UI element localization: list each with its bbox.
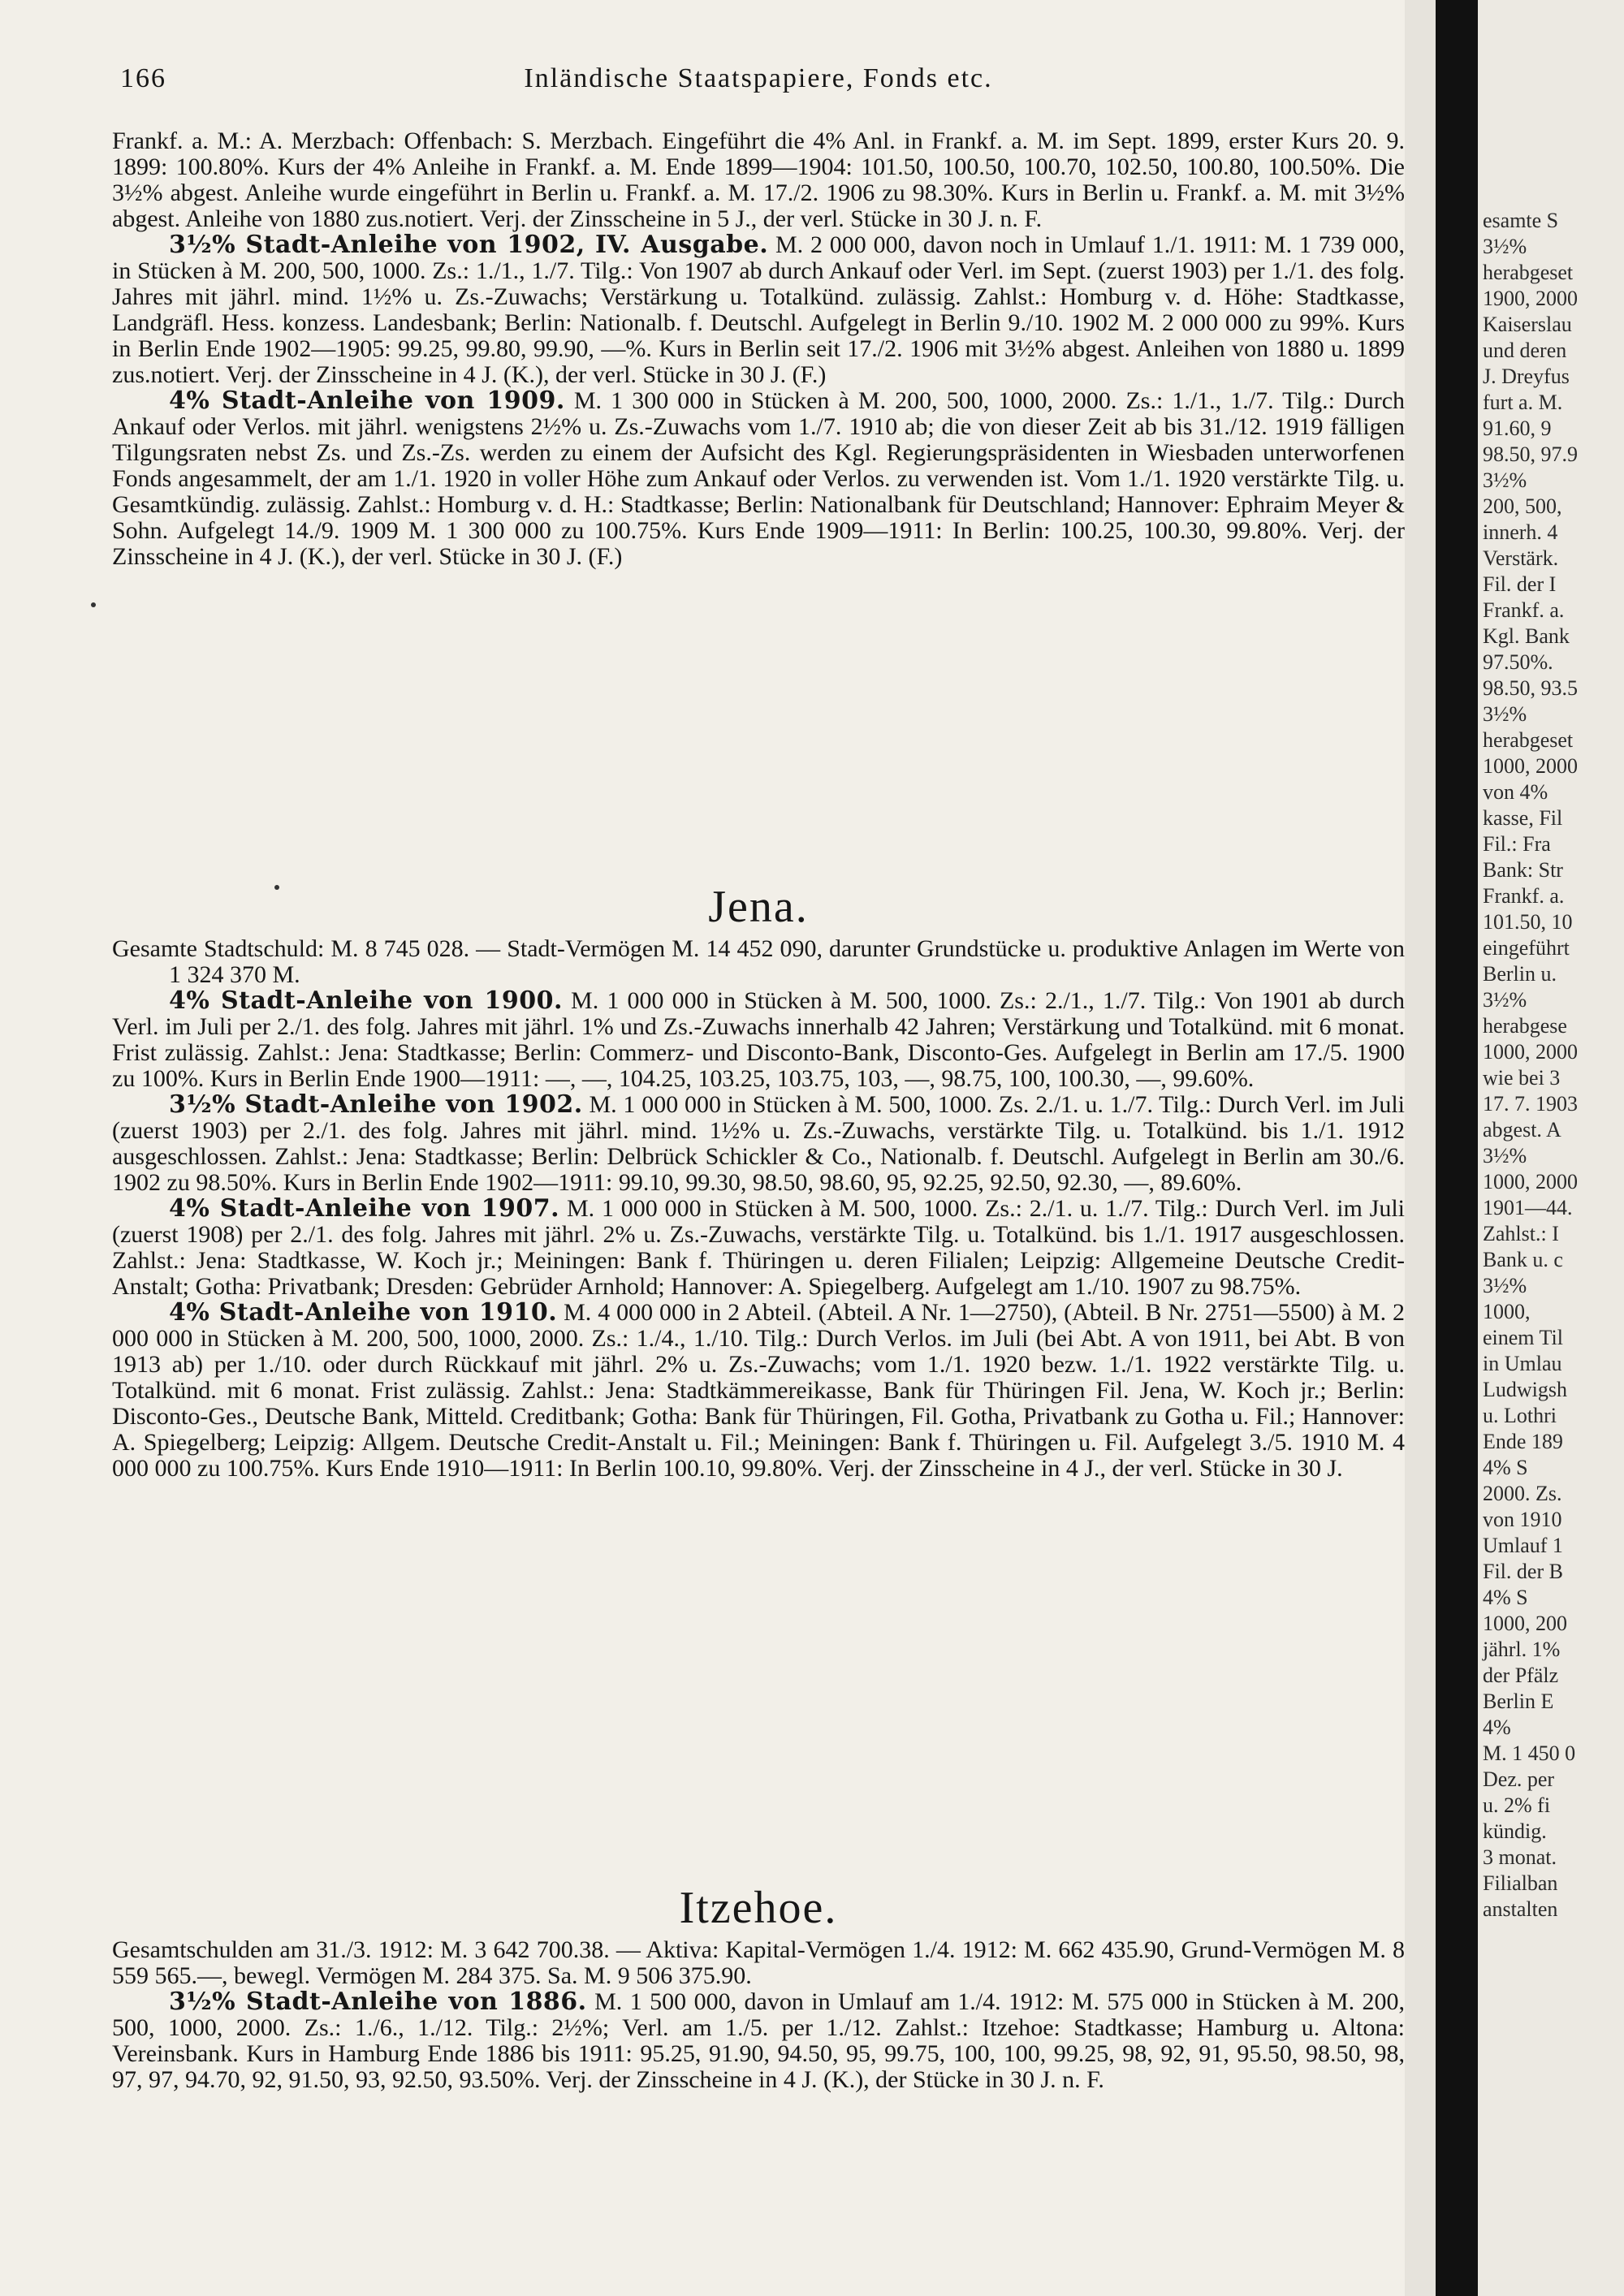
adjacent-page-fragment: Dez. per (1483, 1767, 1555, 1791)
adjacent-page-fragment: 3½% (1483, 1144, 1527, 1167)
adjacent-page-fragment: Umlauf 1 (1483, 1534, 1563, 1557)
intro-paragraph: Frankf. a. M.: A. Merzbach: Offenbach: S. Merzbach. Eingeführt die 4% Anl. in Frankf. a. M. im Sept. 1899, erster Kurs 20. 9. 1899: 100.80%. Kurs der 4% Anleihe in Frankf. a. M. Ende 1899—1904: 101.50, 100.50, 100.70, 102.50, 100.80, 100.50%. Die 3½% abgest. Anleihe wurde eingeführt in Berlin u. Frankf. a. M. 17./2. 1906 zu 98.30%. Kurs in Berlin u. Frankf. a. M. mit 3½% abgest. Anleihe von 1880 zus.notiert. Verj. der Zinsscheine in 5 J., der verl. Stücke in 30 J. n. F. (112, 127, 1405, 232)
city-heading-jena: Jena. (708, 882, 809, 932)
loan-title: 4% Stadt-Anleihe von 1909. (169, 386, 565, 415)
adjacent-page-fragment: Ende 189 (1483, 1430, 1563, 1453)
adjacent-page-fragment: anstalten (1483, 1897, 1558, 1921)
adjacent-page-fragment: 1000, 2000 (1483, 1170, 1578, 1193)
loan-title: 4% Stadt-Anleihe von 1910. (169, 1298, 558, 1327)
adjacent-page-fragment: Filialban (1483, 1871, 1558, 1895)
adjacent-page-fragment: innerh. 4 (1483, 520, 1558, 544)
loan-entry (112, 1300, 1405, 1482)
loan-title: 3½% Stadt-Anleihe von 1902, IV. Ausgabe. (169, 231, 769, 259)
homburg-block (112, 128, 1405, 570)
loan-entry (112, 1196, 1405, 1300)
itzehoe-section (112, 1882, 1405, 2093)
adjacent-page-fragment: 97.50%. (1483, 650, 1553, 674)
adjacent-page-fragment: Bank: Str (1483, 858, 1563, 882)
adjacent-page-fragment: von 1910 (1483, 1508, 1562, 1531)
loan-text: M. 4 000 000 in 2 Abteil. (Abteil. A Nr. 1—2750), (Abteil. B Nr. 2751—5500) à M. 2 000 000 in Stücken à M. 200, 500, 1000, 2000. Zs.: 1./4., 1./10. Tilg.: Durch Verlos. im Juli (bei Abt. A von 1911, bei Abt. B von 1913 ab) per 1./10. oder durch Rückkauf mit jährl. 2% u. Zs.-Zuwachs; vom 1./1. 1920 bezw. 1./1. 1922 verstärkte Tilg. u. Totalkünd. mit 6 monat. Frist zulässig. Zahlst.: Jena: Stadtkämmereikasse, Bank für Thüringen Fil. Jena, W. Koch jr.; Berlin: Disconto-Ges., Deutsche Bank, Mitteld. Creditbank; Gotha: Bank für Thüringen, Fil. Gotha, Privatbank zu Gotha u. Fil.; Hannover: A. Spiegelberg; Leipzig: Allgem. Deutsche Credit-Anstalt u. Fil.; Meiningen: Bank f. Thüringen u. Fil. Aufgelegt 3./5. 1910 M. 4 000 000 zu 100.75%. Kurs Ende 1910—1911: In Berlin 100.10, 99.80%. Verj. der Zinsscheine in 4 J., der verl. Stücke in 30 J. (112, 1299, 1405, 1482)
adjacent-page-fragment: 1900, 2000 (1483, 287, 1578, 310)
jena-section (112, 881, 1405, 1482)
adjacent-page-fragment: 1000, (1483, 1300, 1531, 1323)
adjacent-page-fragment: 3½% (1483, 988, 1527, 1012)
city-summary: Gesamte Stadtschuld: M. 8 745 028. — Stadt-Vermögen M. 14 452 090, darunter Grundstücke u. produktive Anlagen im Werte von 1 324 370 M. (112, 935, 1405, 988)
adjacent-page-fragment: 1000, 200 (1483, 1612, 1567, 1635)
adjacent-page-fragment: 3½% (1483, 702, 1527, 726)
adjacent-page-fragment: herabgeset (1483, 261, 1574, 284)
page-number: 166 (120, 63, 166, 93)
adjacent-page-fragment: 17. 7. 1903 (1483, 1092, 1578, 1116)
adjacent-page-fragment: 1901—44. (1483, 1196, 1573, 1219)
adjacent-page-fragment: eingeführt (1483, 936, 1570, 960)
city-summary: Gesamtschulden am 31./3. 1912: M. 3 642 700.38. — Aktiva: Kapital-Vermögen 1./4. 1912: M. 662 435.90, Grund-Vermögen M. 8 559 565.—, bewegl. Vermögen M. 284 375. Sa. M. 9 506 375.90. (112, 1936, 1405, 1989)
adjacent-page-fragment: einem Til (1483, 1326, 1563, 1349)
adjacent-page-fragment: Ludwigsh (1483, 1378, 1567, 1401)
adjacent-page-fragment: 91.60, 9 (1483, 416, 1552, 440)
adjacent-page-fragment: abgest. A (1483, 1118, 1561, 1142)
adjacent-page-fragment: Fil.: Fra (1483, 832, 1551, 856)
adjacent-page-fragment: in Umlau (1483, 1352, 1562, 1375)
print-speck (91, 602, 96, 607)
adjacent-page-fragment: 3½% (1483, 468, 1527, 492)
adjacent-page-fragment: herabgese (1483, 1014, 1567, 1038)
adjacent-page-fragment: Frankf. a. (1483, 598, 1565, 622)
adjacent-page-fragment: 98.50, 97.9 (1483, 442, 1578, 466)
adjacent-page-fragment: J. Dreyfus (1483, 365, 1570, 388)
gutter-shadow (1405, 0, 1436, 2296)
adjacent-page-fragment: der Pfälz (1483, 1664, 1559, 1687)
adjacent-page-fragment: jährl. 1% (1483, 1638, 1561, 1661)
city-heading-itzehoe: Itzehoe. (679, 1883, 838, 1933)
adjacent-page-fragment: Verstärk. (1483, 546, 1559, 570)
running-head (112, 63, 1405, 112)
adjacent-page-fragment: 3 monat. (1483, 1845, 1557, 1869)
adjacent-page-fragment: 3½% (1483, 235, 1527, 258)
adjacent-page-strip (1478, 0, 1624, 2296)
adjacent-page-fragment: 4% S (1483, 1586, 1528, 1609)
loan-title: 4% Stadt-Anleihe von 1900. (169, 986, 563, 1015)
loan-title: 4% Stadt-Anleihe von 1907. (169, 1194, 560, 1223)
loan-text: M. 1 000 000 in Stücken à M. 500, 1000. Zs. 2./1. u. 1./7. Tilg.: Durch Verl. im Juli (zuerst 1903) per 2./1. des folg. Jahres mit jährl. mind. 1½% u. Zs.-Zuwachs, verstärkte Tilg. u. Totalkünd. bis 1./1. 1912 ausgeschlossen. Zahlst.: Jena: Stadtkasse; Berlin: Delbrück Schickler & Co., Nationalb. f. Deutschl. Aufgelegt in Berlin am 30./6. 1902 zu 98.50%. Kurs in Berlin Ende 1902—1911: 99.10, 99.30, 98.50, 98.60, 95, 92.25, 92.50, 92.30, —, 89.60%. (112, 1091, 1405, 1196)
running-title: Inländische Staatspapiere, Fonds etc. (524, 63, 993, 93)
adjacent-page-fragment: u. 2% fi (1483, 1793, 1551, 1817)
adjacent-page-fragment: esamte S (1483, 209, 1559, 232)
book-spine (1436, 0, 1478, 2296)
adjacent-page-fragment: Berlin E (1483, 1690, 1554, 1713)
adjacent-page-fragment: 4% (1483, 1716, 1511, 1739)
adjacent-page-fragment: 1000, 2000 (1483, 754, 1578, 778)
adjacent-page-fragment: wie bei 3 (1483, 1066, 1561, 1090)
adjacent-page-fragment: Kaiserslau (1483, 313, 1572, 336)
loan-entry (112, 988, 1405, 1092)
loan-title: 3½% Stadt-Anleihe von 1886. (169, 1987, 587, 2016)
loan-entry (112, 1989, 1405, 2093)
adjacent-page-fragment: 4% S (1483, 1456, 1528, 1479)
adjacent-page-fragment: 3½% (1483, 1274, 1527, 1297)
adjacent-page-fragment: Fil. der B (1483, 1560, 1563, 1583)
adjacent-page-fragment: 101.50, 10 (1483, 910, 1573, 934)
loan-title: 3½% Stadt-Anleihe von 1902. (169, 1090, 583, 1119)
adjacent-page-fragment: M. 1 450 0 (1483, 1741, 1576, 1765)
print-speck (274, 885, 279, 890)
adjacent-page-fragment: Berlin u. (1483, 962, 1557, 986)
adjacent-page-fragment: herabgeset (1483, 728, 1574, 752)
adjacent-page-fragment: Kgl. Bank (1483, 624, 1570, 648)
adjacent-page-fragment: Fil. der I (1483, 572, 1557, 596)
adjacent-page-fragment: Bank u. c (1483, 1248, 1563, 1271)
adjacent-page-fragment: 98.50, 93.5 (1483, 676, 1578, 700)
adjacent-page-fragment: 1000, 2000 (1483, 1040, 1578, 1064)
page-body (112, 0, 1405, 2296)
adjacent-page-fragment: kasse, Fil (1483, 806, 1563, 830)
loan-entry (112, 1092, 1405, 1196)
loan-text: M. 1 000 000 in Stücken à M. 500, 1000. Zs.: 2./1., 1./7. Tilg.: Von 1901 ab durch Verl. im Juli per 2./1. des folg. Jahres mit jährl. 1% und Zs.-Zuwachs innerhalb 42 Jahren; Verstärkung und Totalkünd. mit 6 monat. Frist zulässig. Zahlst.: Jena: Stadtkasse; Berlin: Commerz- und Disconto-Bank, Disconto-Ges. Aufgelegt in Berlin am 17./5. 1900 zu 100%. Kurs in Berlin Ende 1900—1911: —, —, 104.25, 103.25, 103.75, 103, —, 98.75, 100, 100.30, —, 99.60%. (112, 987, 1405, 1092)
adjacent-page-fragment: 2000. Zs. (1483, 1482, 1562, 1505)
loan-text: M. 2 000 000, davon noch in Umlauf 1./1. 1911: M. 1 739 000, in Stücken à M. 200, 500, 1000. Zs.: 1./1., 1./7. Tilg.: Von 1907 ab durch Ankauf oder Verl. im Sept. (zuerst 1903) per 1./1. des folg. Jahres mit jährl. mind. 1½% u. Zs.-Zuwachs; Verstärkung u. Totalkünd. zulässig. Zahlst.: Homburg v. d. Höhe: Stadtkasse, Landgräfl. Hess. konzess. Landesbank; Berlin: Nationalb. f. Deutschl. Aufgelegt in Berlin 9./10. 1902 M. 2 000 000 zu 99%. Kurs in Berlin Ende 1902—1905: 99.25, 99.80, 99.90, —%. Kurs in Berlin seit 17./2. 1906 mit 3½% abgest. Anleihen von 1880 u. 1899 zus.notiert. Verj. der Zinsscheine in 4 J. (K.), der verl. Stücke in 30 J. (F.) (112, 231, 1405, 388)
adjacent-page-fragment: furt a. M. (1483, 391, 1563, 414)
adjacent-page-fragment: Frankf. a. (1483, 884, 1565, 908)
loan-text: M. 1 000 000 in Stücken à M. 500, 1000. Zs.: 2./1. u. 1./7. Tilg.: Durch Verl. im Juli (zuerst 1908) per 2./1. des folg. Jahres mit jährl. 2% u. Zs.-Zuwachs, verstärkte Tilg. u. Totalkünd. bis 1./1. 1917 ausgeschlossen. Zahlst.: Jena: Stadtkasse, W. Koch jr.; Meiningen: Bank f. Thüringen u. deren Filialen; Leipzig: Allgemeine Deutsche Credit-Anstalt; Gotha: Privatbank; Dresden: Gebrüder Arnhold; Hannover: A. Spiegelberg. Aufgelegt am 1./10. 1907 zu 98.75%. (112, 1195, 1405, 1300)
adjacent-page-fragment: und deren (1483, 339, 1567, 362)
adjacent-page-fragment: kündig. (1483, 1819, 1547, 1843)
adjacent-page-fragment: Zahlst.: I (1483, 1222, 1559, 1245)
loan-entry (112, 388, 1405, 570)
loan-entry (112, 232, 1405, 388)
adjacent-page-fragment: von 4% (1483, 780, 1548, 804)
adjacent-page-fragment: 200, 500, (1483, 494, 1562, 518)
adjacent-page-fragment: u. Lothri (1483, 1404, 1557, 1427)
loan-text: M. 1 500 000, davon in Umlauf am 1./4. 1912: M. 575 000 in Stücken à M. 200, 500, 1000, 2000. Zs.: 1./6., 1./12. Tilg.: 2½%; Verl. am 1./5. per 1./12. Zahlst.: Itzehoe: Stadtkasse; Hamburg u. Altona: Vereinsbank. Kurs in Hamburg Ende 1886 bis 1911: 95.25, 91.90, 94.50, 95, 99.75, 100, 100, 99.25, 98, 92, 91, 95.50, 98.50, 98, 97, 97, 94.70, 92, 91.50, 93, 92.50, 93.50%. Verj. der Zinsscheine in 4 J. (K.), der Stücke in 30 J. n. F. (112, 1988, 1405, 2093)
loan-text: M. 1 300 000 in Stücken à M. 200, 500, 1000, 2000. Zs.: 1./1., 1./7. Tilg.: Durch Ankauf oder Verlos. mit jährl. wenigstens 2½% u. Zs.-Zuwachs vom 1./7. 1910 ab; die von dieser Zeit ab bis 31./12. 1919 fälligen Tilgungsraten nebst Zs. und Zs.-Zs. werden zu einem der Aufsicht des Kgl. Regierungspräsidenten in Wiesbaden unterworfenen Fonds angesammelt, der am 1./1. 1920 in voller Höhe zum Ankauf oder Verlos. zu verwenden ist. Vom 1./1. 1920 verstärkte Tilg. u. Gesamtkündig. zulässig. Zahlst.: Homburg v. d. H.: Stadtkasse; Berlin: Nationalbank für Deutschland; Hannover: Ephraim Meyer & Sohn. Aufgelegt 14./9. 1909 M. 1 300 000 zu 100.75%. Kurs Ende 1909—1911: In Berlin: 100.25, 100.30, 99.80%. Verj. der Zinsscheine in 4 J. (K.), der verl. Stücke in 30 J. (F.) (112, 387, 1405, 570)
